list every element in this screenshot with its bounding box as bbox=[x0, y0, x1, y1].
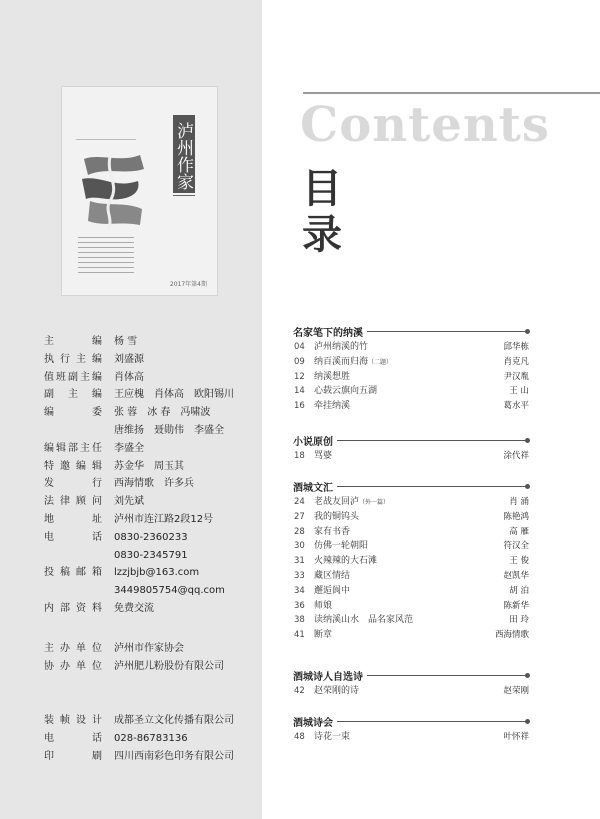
contents-heading: Contents bbox=[300, 97, 550, 153]
staff-name: 周玉其 bbox=[154, 460, 184, 472]
cover-thumbnail bbox=[62, 87, 217, 295]
staff-label: 主编 bbox=[44, 336, 102, 347]
production-value: 028-86783136 bbox=[114, 732, 188, 744]
entry-title bbox=[314, 730, 350, 745]
sponsor-value: 泸州肥儿粉股份有限公司 bbox=[114, 660, 224, 672]
section-title: 酒城诗人自选诗 bbox=[293, 668, 367, 683]
staff-name: 冯啸波 bbox=[180, 407, 211, 419]
toc-entry[interactable] bbox=[293, 584, 530, 599]
cover-title: 泸州作家 bbox=[173, 115, 195, 193]
staff-name: 李盛全 bbox=[114, 442, 144, 454]
staff-name: 刘先斌 bbox=[114, 496, 144, 508]
header-rule bbox=[303, 92, 600, 94]
toc-section bbox=[293, 668, 530, 699]
sponsor-list bbox=[44, 640, 259, 676]
entry-page-number: 28 bbox=[294, 526, 305, 537]
entry-author: 叶怀祥 bbox=[503, 732, 529, 742]
entry-title-text: 我的铜钨头 bbox=[314, 511, 360, 522]
staff-list bbox=[44, 333, 259, 618]
staff-value bbox=[114, 386, 244, 403]
staff-value bbox=[114, 458, 194, 475]
entry-title bbox=[314, 628, 332, 643]
toc-section bbox=[293, 714, 530, 745]
production-list bbox=[44, 712, 259, 765]
section-title: 名家笔下的纳溪 bbox=[293, 324, 367, 339]
staff-value bbox=[114, 564, 209, 581]
production-label: 电话 bbox=[44, 732, 102, 744]
entry-page-number: 09 bbox=[294, 356, 305, 367]
staff-value bbox=[114, 440, 154, 457]
entry-note: （二题） bbox=[368, 358, 393, 366]
staff-row bbox=[44, 564, 259, 582]
entry-title-text: 仿佛一轮朝阳 bbox=[314, 541, 369, 552]
staff-name: 许多兵 bbox=[164, 478, 194, 490]
staff-row bbox=[44, 404, 259, 422]
staff-value bbox=[114, 351, 154, 368]
sponsor-value: 泸州市作家协会 bbox=[114, 643, 184, 654]
staff-name: 泸州市连江路2段12号 bbox=[114, 513, 214, 525]
staff-row bbox=[44, 475, 259, 493]
entry-author: 尹汉胤 bbox=[503, 371, 529, 382]
entry-title-text: 断章 bbox=[314, 630, 333, 641]
entry-page-number: 27 bbox=[294, 511, 305, 522]
toc-entry[interactable] bbox=[293, 684, 530, 699]
entry-note: （外一篇） bbox=[359, 499, 390, 506]
section-header bbox=[293, 324, 530, 340]
toc-entry[interactable] bbox=[293, 510, 530, 525]
staff-value bbox=[114, 369, 154, 386]
section-bullet-dot bbox=[525, 719, 530, 724]
entry-title bbox=[314, 539, 368, 554]
toc-entry[interactable] bbox=[293, 525, 530, 540]
staff-value bbox=[114, 582, 235, 599]
entry-title bbox=[314, 340, 368, 355]
toc-entry[interactable] bbox=[293, 340, 530, 355]
staff-value bbox=[114, 600, 164, 617]
staff-name: 王应槐 bbox=[114, 389, 144, 401]
entry-page-number: 24 bbox=[294, 497, 305, 507]
entry-page-number: 18 bbox=[294, 451, 305, 461]
staff-name: 唐维扬 bbox=[114, 424, 144, 436]
staff-value bbox=[114, 333, 147, 350]
entry-author: 王 俊 bbox=[509, 556, 529, 567]
section-title: 酒城文汇 bbox=[293, 479, 337, 494]
entry-title bbox=[314, 525, 350, 540]
staff-row bbox=[44, 493, 259, 511]
entry-title-text: 心载云旗向五湖 bbox=[314, 386, 378, 397]
entry-page-number: 42 bbox=[294, 686, 305, 696]
staff-name: 李盛全 bbox=[194, 424, 224, 436]
staff-value bbox=[114, 529, 198, 546]
entry-page-number: 48 bbox=[294, 732, 305, 742]
staff-row bbox=[44, 351, 259, 369]
entry-title-text: 邂逅阆中 bbox=[314, 585, 351, 596]
mulu-char-1: 目 bbox=[302, 165, 342, 212]
entry-title-text: 读纳溪山水 品名家风范 bbox=[314, 615, 414, 626]
staff-name: lzzjbjb@163.com bbox=[114, 567, 200, 579]
staff-value bbox=[114, 404, 220, 421]
section-header bbox=[293, 714, 530, 730]
entry-page-number: 16 bbox=[294, 401, 305, 412]
toc-entry[interactable] bbox=[293, 613, 530, 628]
staff-label: 发行 bbox=[44, 478, 102, 490]
sponsor-label: 协办单位 bbox=[44, 660, 102, 672]
staff-name: 3449805754@qq.com bbox=[114, 585, 225, 597]
entry-title-text: 纳百溪而归海 bbox=[314, 356, 369, 367]
toc-entry[interactable] bbox=[293, 539, 530, 554]
production-label: 印刷 bbox=[44, 750, 102, 762]
staff-name: 肖体高 bbox=[154, 389, 184, 401]
entry-title bbox=[314, 510, 359, 525]
sponsor-row bbox=[44, 640, 259, 658]
production-row bbox=[44, 730, 259, 748]
cover-subtitle-line bbox=[173, 195, 195, 201]
cover-top-text bbox=[76, 139, 136, 143]
staff-label: 编委 bbox=[44, 407, 102, 419]
toc-entry[interactable] bbox=[293, 399, 530, 414]
staff-label: 值班副主编 bbox=[44, 371, 102, 383]
staff-name: 0830-2360233 bbox=[114, 531, 188, 543]
mulu-char-2: 录 bbox=[302, 211, 342, 258]
staff-value bbox=[114, 511, 223, 528]
entry-title bbox=[314, 684, 359, 699]
entry-title-text: 家有书香 bbox=[314, 526, 351, 537]
section-bullet-dot bbox=[525, 484, 530, 489]
entry-page-number: 36 bbox=[294, 600, 305, 611]
staff-row bbox=[44, 511, 259, 529]
entry-author: 葛水平 bbox=[503, 401, 529, 412]
staff-name: 西海情歌 bbox=[114, 478, 154, 490]
staff-name: 苏金华 bbox=[114, 460, 144, 472]
entry-title-text: 牵挂纳溪 bbox=[314, 401, 351, 412]
section-title: 小说原创 bbox=[293, 433, 337, 448]
staff-label: 执行主编 bbox=[44, 353, 102, 365]
section-header bbox=[293, 479, 530, 495]
cover-issue: 2017年第4期 bbox=[169, 281, 207, 288]
staff-label: 内部资料 bbox=[44, 602, 102, 614]
entry-title-text: 师娘 bbox=[314, 600, 333, 611]
staff-label: 电话 bbox=[44, 531, 102, 543]
entry-title-text: 诗花一束 bbox=[314, 732, 351, 742]
staff-row bbox=[44, 333, 259, 351]
production-row bbox=[44, 712, 259, 730]
entry-title bbox=[314, 584, 350, 599]
toc-entry[interactable] bbox=[293, 384, 530, 399]
entry-author: 西海情歌 bbox=[494, 630, 529, 641]
entry-title-text: 泸州纳溪的竹 bbox=[314, 342, 369, 352]
entry-page-number: 33 bbox=[294, 570, 305, 581]
entry-title bbox=[314, 355, 392, 371]
entry-title-text: 骂婆 bbox=[314, 451, 333, 461]
section-bullet-dot bbox=[525, 438, 530, 443]
entry-author: 陈艳鸿 bbox=[503, 511, 529, 522]
entry-title bbox=[314, 449, 332, 464]
toc-entry[interactable] bbox=[293, 370, 530, 385]
entry-title bbox=[314, 569, 350, 584]
entry-author: 王 山 bbox=[509, 386, 529, 397]
entry-author: 涂代祥 bbox=[503, 451, 529, 461]
staff-label: 特邀编辑 bbox=[44, 460, 102, 472]
entry-author: 赵荣刚 bbox=[503, 686, 529, 696]
staff-value bbox=[114, 493, 154, 510]
staff-label: 编辑部主任 bbox=[44, 442, 102, 454]
entry-title-text: 藏区情结 bbox=[314, 570, 351, 581]
staff-row bbox=[44, 582, 259, 600]
production-value: 四川西南彩色印务有限公司 bbox=[114, 750, 234, 762]
staff-name: 肖体高 bbox=[114, 371, 144, 383]
staff-row bbox=[44, 369, 259, 387]
staff-label: 副主编 bbox=[44, 389, 102, 401]
staff-name: 免费交流 bbox=[114, 602, 154, 614]
entry-title bbox=[314, 554, 377, 569]
entry-title bbox=[314, 370, 350, 385]
section-title: 酒城诗会 bbox=[293, 714, 337, 729]
staff-label: 投稿邮箱 bbox=[44, 567, 102, 579]
staff-label: 法律顾问 bbox=[44, 496, 102, 508]
entry-page-number: 31 bbox=[294, 556, 305, 567]
toc-section bbox=[293, 433, 530, 464]
staff-name: 冰 春 bbox=[147, 407, 171, 419]
entry-author: 田 玲 bbox=[509, 615, 529, 626]
section-header bbox=[293, 433, 530, 449]
staff-value bbox=[114, 475, 204, 492]
staff-name: 刘盛源 bbox=[114, 353, 144, 365]
entry-page-number: 34 bbox=[294, 585, 305, 596]
staff-value bbox=[114, 547, 198, 564]
staff-row bbox=[44, 529, 259, 547]
toc-entry[interactable] bbox=[293, 628, 530, 643]
staff-name: 聂勋伟 bbox=[154, 424, 184, 436]
section-bullet-dot bbox=[525, 673, 530, 678]
staff-name: 张 蓉 bbox=[114, 407, 138, 419]
toc-entry[interactable] bbox=[293, 495, 530, 510]
production-value: 成都圣立文化传播有限公司 bbox=[114, 715, 234, 726]
toc-section bbox=[293, 479, 530, 643]
sponsor-label: 主办单位 bbox=[44, 643, 102, 654]
production-row bbox=[44, 748, 259, 766]
staff-row bbox=[44, 422, 259, 440]
entry-author: 符汉全 bbox=[503, 541, 529, 552]
staff-name: 欧阳锡川 bbox=[194, 389, 234, 401]
toc-entry[interactable] bbox=[293, 355, 530, 370]
entry-title bbox=[314, 599, 332, 614]
entry-page-number: 38 bbox=[294, 615, 305, 626]
entry-title-text: 火辣辣的大石滩 bbox=[314, 556, 378, 567]
entry-page-number: 12 bbox=[294, 371, 305, 382]
staff-name: 0830-2345791 bbox=[114, 549, 188, 561]
toc-entry[interactable] bbox=[293, 554, 530, 569]
staff-row bbox=[44, 440, 259, 458]
cover-painting-image bbox=[80, 149, 148, 231]
toc-entry[interactable] bbox=[293, 569, 530, 584]
toc-entry[interactable] bbox=[293, 730, 530, 745]
entry-author: 陈新华 bbox=[503, 600, 529, 611]
left-panel bbox=[0, 0, 262, 819]
entry-page-number: 30 bbox=[294, 541, 305, 552]
entry-author: 赵凯华 bbox=[503, 570, 529, 581]
section-header bbox=[293, 668, 530, 684]
staff-name: 杨 雪 bbox=[114, 336, 138, 347]
entry-title bbox=[314, 495, 389, 511]
entry-title-text: 老战友回泸 bbox=[314, 497, 360, 507]
staff-row bbox=[44, 547, 259, 565]
entry-title bbox=[314, 399, 350, 414]
production-label: 装帧设计 bbox=[44, 715, 102, 726]
toc-entry[interactable] bbox=[293, 599, 530, 614]
staff-row bbox=[44, 600, 259, 618]
cover-contents-lines bbox=[78, 237, 134, 277]
entry-title bbox=[314, 613, 413, 628]
entry-page-number: 14 bbox=[294, 386, 305, 397]
entry-author: 邱华栋 bbox=[503, 342, 529, 352]
staff-value bbox=[114, 422, 234, 439]
entry-title-text: 纳溪想胜 bbox=[314, 371, 351, 382]
toc-entry[interactable] bbox=[293, 449, 530, 464]
entry-title-text: 赵荣刚的诗 bbox=[314, 686, 360, 696]
mulu-heading bbox=[302, 166, 348, 258]
staff-row bbox=[44, 386, 259, 404]
entry-author: 高 雁 bbox=[509, 526, 529, 537]
sponsor-row bbox=[44, 658, 259, 676]
staff-label: 地址 bbox=[44, 513, 102, 525]
entry-page-number: 41 bbox=[294, 630, 305, 641]
staff-row bbox=[44, 458, 259, 476]
section-bullet-dot bbox=[525, 329, 530, 334]
entry-author: 肖 涌 bbox=[509, 497, 529, 507]
toc-section bbox=[293, 324, 530, 414]
entry-author: 胡 泊 bbox=[509, 585, 529, 596]
entry-page-number: 04 bbox=[294, 342, 305, 352]
entry-author: 肖克凡 bbox=[503, 356, 529, 367]
entry-title bbox=[314, 384, 377, 399]
